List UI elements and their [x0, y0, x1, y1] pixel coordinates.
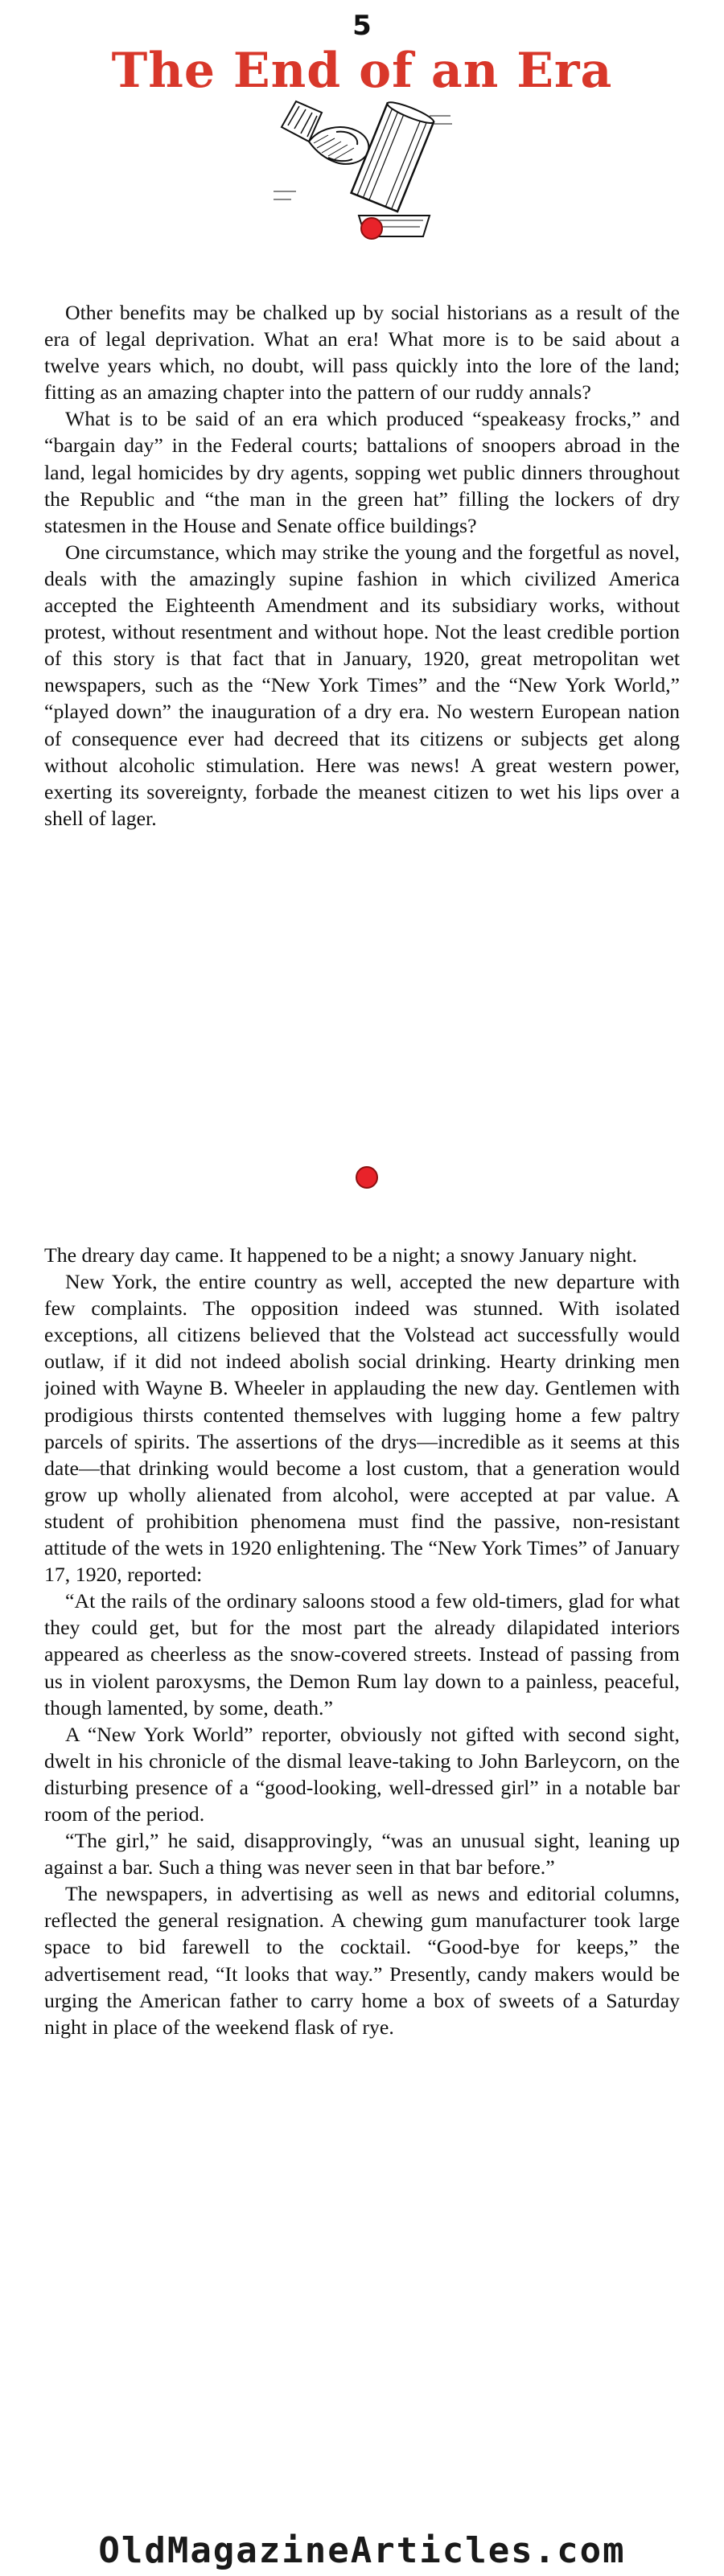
paragraph: “The girl,” he said, disapprovingly, “was an unusual sight, leaning up against a bar. Such a thing was never seen in that bar before.” — [44, 1829, 680, 1880]
hand-pouring-shaker-icon — [272, 95, 454, 241]
section-1 — [44, 299, 680, 1120]
paragraph: One circumstance, which may strike the young and the forgetful as novel, deals with the amazingly supine fashion in which civilized America accepted the Eighteenth Amendment and its subsidiary works, without protest, without resentment and without hope. Not the least credible portion of this story is that fact that in January, 1920, great metropolitan wet newspapers, such as the “New York Times” and the “New York World,” “played down” the inauguration of a dry era. No western European nation of consequence ever had decreed that its citizens or subjects get along without alcoholic stimulation. Here was news! A great western power, exerting its sovereignty, forbade the meanest citizen to wet his lips over a shell of lager. — [44, 540, 680, 830]
red-dot-ornament — [360, 217, 383, 240]
site-watermark: OldMagazineArticles.com — [98, 2530, 626, 2571]
paragraph: Other benefits may be chalked up by social historians as a result of the era of legal deprivation. What an era! What more is to be said about a twelve years which, no doubt, will pass quickly into the lore of the land; fitting as an amazing chapter into the pattern of our ruddy annals? — [44, 301, 680, 405]
paragraph: A “New York World” reporter, obviously not gifted with second sight, dwelt in his chronicle of the dismal leave-taking to John Barleycorn, on the disturbing presence of a “good-looking, well-dressed girl” in a notable bar room of the period. — [44, 1722, 680, 1826]
section-2 — [44, 1242, 680, 2512]
paragraph: What is to be said of an era which produced “speakeasy frocks,” and “bargain day” in the Federal courts; battalions of snoopers abroad in the land, legal homicides by dry agents, sopping wet public dinners throughout the Republic and “the man in the green hat” filling the lockers of dry statesmen in the House and Senate office buildings? — [44, 407, 680, 537]
article-title: The End of an Era — [111, 43, 613, 99]
paragraph: The dreary day came. It happened to be a night; a snowy January night. — [44, 1243, 638, 1267]
red-dot-ornament — [356, 1166, 378, 1189]
paragraph: New York, the entire country as well, accepted the new departure with few complaints. The opposition indeed was stunned. With isolated exceptions, all citizens believed that the Volstead act successfully would outlaw, if it did not indeed abolish social drinking. Hearty drinking men joined with Wayne B. Wheeler in applauding the new day. Gentlemen with prodigious thirsts contented themselves with lugging home a few paltry parcels of spirits. The assertions of the drys—incredible as it seems at this date—that drinking would become a lost custom, that a generation would grow up wholly alienated from alcohol, were accepted at par value. A student of prohibition phenomena must find the passive, non-resistant attitude of the wets in 1920 enlightening. The “New York Times” of January 17, 1920, reported: — [44, 1270, 680, 1587]
page-number: 5 — [352, 10, 372, 42]
quotation: “At the rails of the ordinary saloons stood a few old-timers, glad for what they could get, but for the most part the already dilapidated interiors appeared as cheerless as the snow-covered streets. Instead of passing from us in violent paroxysms, the Demon Rum lay down to a painless, peaceful, though lamented, by some, death.” — [44, 1589, 680, 1719]
paragraph: The newspapers, in advertising as well as news and editorial columns, reflected the general resignation. A chewing gum manufacturer took large space to bid farewell to the cocktail. “Good-bye for keeps,” the advertisement read, “It looks that way.” Presently, candy makers would be urging the American father to carry home a box of sweets of a Saturday night in place of the weekend flask of rye. — [44, 1882, 680, 2039]
